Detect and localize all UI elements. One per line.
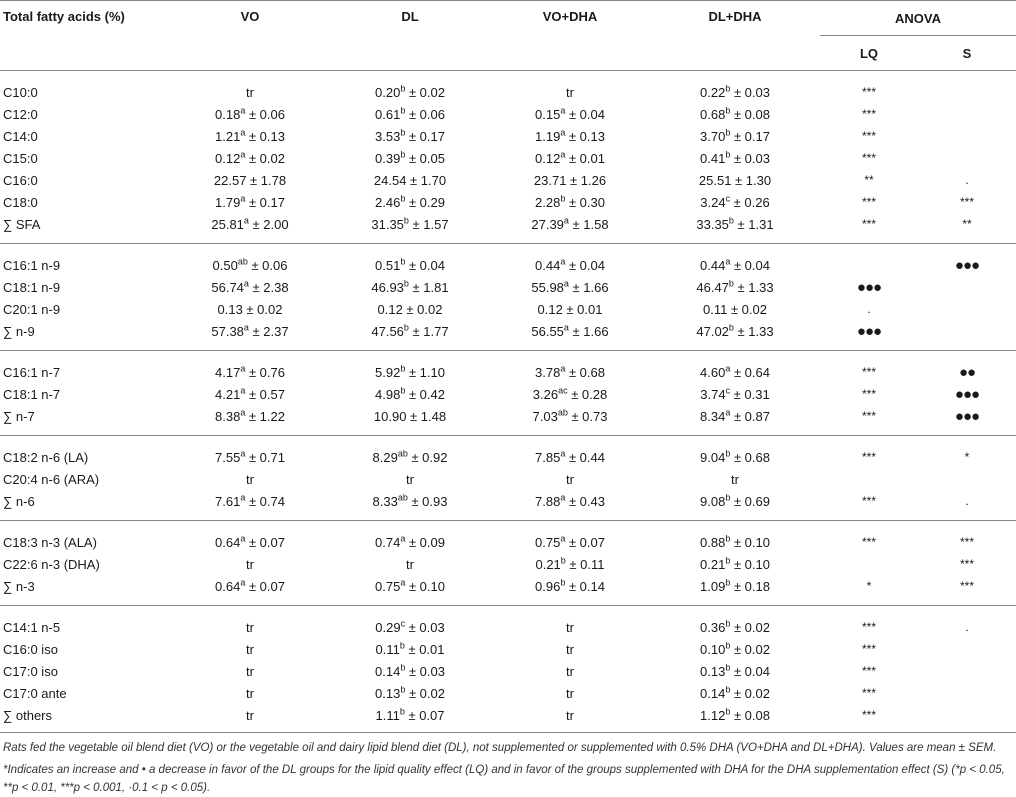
fatty-acid-name: C18:1 n-9 xyxy=(3,279,61,295)
table-row xyxy=(0,320,1016,351)
significance-letter: ab xyxy=(557,407,568,418)
table-row xyxy=(0,436,1016,469)
significance-letter: b xyxy=(728,322,734,333)
value-vo: 0.12$^a$ ± 0.02 xyxy=(215,149,285,166)
anova-lq: *** xyxy=(820,704,918,733)
significance-letter: ac xyxy=(558,385,568,396)
fatty-acid-name: C17:0 ante xyxy=(3,685,67,701)
fatty-acid-name: C16:0 xyxy=(3,172,38,188)
significance-letter: a xyxy=(725,256,731,267)
value-dl: 0.51$^b$ ± 0.04 xyxy=(375,256,445,273)
value-dldha: 0.10$^b$ ± 0.02 xyxy=(700,640,770,657)
value-vodha: tr xyxy=(566,84,574,100)
significance-letter: b xyxy=(725,448,731,459)
significance-letter: a xyxy=(240,492,246,503)
value-dldha: 0.36$^b$ ± 0.02 xyxy=(700,618,770,635)
value-vodha: 55.98$^a$ ± 1.66 xyxy=(531,278,609,295)
value-vodha: 7.03$^{ab}$ ± 0.73 xyxy=(490,405,650,436)
anova-lq xyxy=(820,244,918,277)
value-dldha: 0.21$^b$ ± 0.10 xyxy=(700,555,770,572)
table-row xyxy=(0,521,1016,554)
value-vodha: 0.12$^a$ ± 0.01 xyxy=(535,149,605,166)
table-header xyxy=(0,1,1016,71)
value-dl: 4.98$^b$ ± 0.42 xyxy=(375,385,445,402)
value-dl: 2.46$^b$ ± 0.29 xyxy=(375,193,445,210)
anova-lq: *** xyxy=(861,387,876,401)
significance-letter: a xyxy=(560,149,566,160)
header-vo-dha: VO+DHA xyxy=(490,1,650,71)
value-dl: tr xyxy=(406,556,414,572)
significance-letter: a xyxy=(240,105,246,116)
value-vodha: tr xyxy=(566,471,574,487)
anova-lq: . xyxy=(867,302,871,316)
value-vo: 1.79$^a$ ± 0.17 xyxy=(215,193,285,210)
anova-s: . xyxy=(965,173,969,187)
value-dldha: 3.74$^c$ ± 0.31 xyxy=(700,385,770,402)
value-vodha: 3.26$^{ac}$ ± 0.28 xyxy=(532,385,608,402)
value-vo: 0.50$^{ab}$ ± 0.06 xyxy=(212,256,288,273)
value-vo: 7.55$^a$ ± 0.71 xyxy=(215,448,285,465)
value-vo: tr xyxy=(170,704,330,733)
value-dldha: 9.08$^b$ ± 0.69 xyxy=(650,490,820,521)
significance-letter: a xyxy=(240,533,246,544)
value-vo: 25.81$^a$ ± 2.00 xyxy=(170,213,330,244)
table-footnotes xyxy=(0,733,1016,797)
anova-s xyxy=(918,147,1016,169)
value-dldha: 0.14$^b$ ± 0.02 xyxy=(700,684,770,701)
table-row xyxy=(0,191,1016,213)
value-vodha: 0.96$^b$ ± 0.14 xyxy=(490,575,650,606)
value-vo: 1.21$^a$ ± 0.13 xyxy=(215,127,285,144)
fatty-acid-name: ∑ SFA xyxy=(0,213,170,244)
anova-lq: *** xyxy=(861,620,876,634)
significance-letter: b xyxy=(725,492,731,503)
significance-letter: a xyxy=(240,149,246,160)
anova-s: ●● xyxy=(958,363,976,381)
significance-letter: a xyxy=(243,322,249,333)
significance-letter: a xyxy=(560,127,566,138)
anova-s xyxy=(918,71,1016,104)
significance-letter: a xyxy=(560,448,566,459)
significance-letter: b xyxy=(403,322,409,333)
value-dl: 46.93$^b$ ± 1.81 xyxy=(371,278,449,295)
table-row xyxy=(0,682,1016,704)
value-vodha: 7.85$^a$ ± 0.44 xyxy=(535,448,605,465)
value-dl: 10.90 ± 1.48 xyxy=(330,405,490,436)
fatty-acid-name: C17:0 iso xyxy=(3,663,58,679)
significance-letter: a xyxy=(563,278,569,289)
value-dl: 0.14$^b$ ± 0.03 xyxy=(375,662,445,679)
value-dl: 0.39$^b$ ± 0.05 xyxy=(375,149,445,166)
significance-letter: a xyxy=(725,407,731,418)
anova-s: * xyxy=(964,450,970,464)
value-vo: 0.64$^a$ ± 0.07 xyxy=(215,533,285,550)
significance-letter: a xyxy=(243,215,249,226)
significance-letter: a xyxy=(725,363,731,374)
significance-letter: b xyxy=(728,278,734,289)
anova-s xyxy=(918,704,1016,733)
value-vo: tr xyxy=(246,471,254,487)
significance-letter: a xyxy=(400,533,406,544)
anova-lq: *** xyxy=(861,85,876,99)
value-dldha: 46.47$^b$ ± 1.33 xyxy=(696,278,774,295)
anova-lq: *** xyxy=(861,686,876,700)
value-vodha: tr xyxy=(566,641,574,657)
anova-s xyxy=(918,320,1016,351)
significance-letter: b xyxy=(725,662,731,673)
value-dldha: 9.04$^b$ ± 0.68 xyxy=(700,448,770,465)
anova-s: ●●● xyxy=(918,405,1016,436)
significance-letter: b xyxy=(725,555,731,566)
footnote-diets: Rats fed the vegetable oil blend diet (VO) or the vegetable oil and dairy lipid blend diet (DL), not supplemented or supplemented with 0.5% DHA (VO+DHA and DL+DHA). Values are mean ± SEM. xyxy=(3,742,997,754)
significance-letter: b xyxy=(725,149,731,160)
value-vodha: 23.71 ± 1.26 xyxy=(533,172,607,188)
anova-lq: *** xyxy=(861,129,876,143)
significance-letter: a xyxy=(240,193,246,204)
significance-letter: b xyxy=(725,684,731,695)
value-vodha: tr xyxy=(566,685,574,701)
value-vodha: 0.21$^b$ ± 0.11 xyxy=(535,555,605,572)
value-dldha: 4.60$^a$ ± 0.64 xyxy=(700,363,770,380)
header-dl: DL xyxy=(330,1,490,71)
value-dl: 5.92$^b$ ± 1.10 xyxy=(375,363,445,380)
fatty-acid-name: ∑ n-3 xyxy=(0,575,170,606)
fatty-acid-name: ∑ n-6 xyxy=(0,490,170,521)
significance-letter: b xyxy=(399,640,405,651)
anova-s: . xyxy=(965,620,969,634)
significance-letter: b xyxy=(560,193,566,204)
value-vo: 7.61$^a$ ± 0.74 xyxy=(170,490,330,521)
fatty-acid-name: C16:0 iso xyxy=(3,641,58,657)
value-dldha: 25.51 ± 1.30 xyxy=(698,172,772,188)
footnote-significance: *Indicates an increase and • a decrease in favor of the DL groups for the lipid quality effect (LQ) and in favor of the groups supplemented with DHA for the DHA supplementation effect (S) (*p < 0.05, **p < 0.01, ***p < 0.001, ·0.1 < p < 0.05). xyxy=(3,764,1005,794)
significance-letter: b xyxy=(400,105,406,116)
table-row xyxy=(0,169,1016,191)
header-total-fatty-acids: Total fatty acids (%) xyxy=(0,1,170,71)
significance-letter: b xyxy=(560,555,566,566)
table-row xyxy=(0,553,1016,575)
anova-lq: *** xyxy=(861,642,876,656)
value-vodha: 7.88$^a$ ± 0.43 xyxy=(490,490,650,521)
anova-s xyxy=(918,276,1016,298)
anova-s xyxy=(918,468,1016,490)
significance-letter: b xyxy=(725,706,731,717)
value-dl: 31.35$^b$ ± 1.57 xyxy=(330,213,490,244)
value-vodha: tr xyxy=(566,663,574,679)
anova-lq: *** xyxy=(820,405,918,436)
table-row xyxy=(0,575,1016,606)
significance-letter: b xyxy=(400,83,406,94)
significance-letter: a xyxy=(563,215,569,226)
anova-s: . xyxy=(918,490,1016,521)
significance-letter: b xyxy=(725,127,731,138)
value-vo: 57.38$^a$ ± 2.37 xyxy=(170,320,330,351)
table-row xyxy=(0,244,1016,277)
anova-lq: *** xyxy=(820,490,918,521)
anova-s: ** xyxy=(918,213,1016,244)
significance-letter: b xyxy=(725,533,731,544)
significance-letter: b xyxy=(403,278,409,289)
value-dl: 47.56$^b$ ± 1.77 xyxy=(330,320,490,351)
table-row xyxy=(0,660,1016,682)
significance-letter: ab xyxy=(397,492,408,503)
anova-s xyxy=(918,660,1016,682)
table-row xyxy=(0,405,1016,436)
significance-letter: a xyxy=(240,127,246,138)
fatty-acid-name: C10:0 xyxy=(3,84,38,100)
value-dl: 1.11$^b$ ± 0.07 xyxy=(330,704,490,733)
anova-lq: *** xyxy=(820,213,918,244)
value-vo: tr xyxy=(246,556,254,572)
value-vodha: 0.44$^a$ ± 0.04 xyxy=(535,256,605,273)
fatty-acid-name: C16:1 n-7 xyxy=(3,364,61,380)
header-s: S xyxy=(918,36,1016,71)
fatty-acid-name: C14:1 n-5 xyxy=(3,619,61,635)
value-vo: 0.13 ± 0.02 xyxy=(217,301,283,317)
value-vodha: 0.75$^a$ ± 0.07 xyxy=(535,533,605,550)
value-vodha: tr xyxy=(490,704,650,733)
significance-letter: b xyxy=(400,149,406,160)
fatty-acid-name: C20:1 n-9 xyxy=(3,301,61,317)
fatty-acid-name: C14:0 xyxy=(3,128,38,144)
anova-lq: *** xyxy=(861,151,876,165)
significance-letter: b xyxy=(728,215,734,226)
significance-letter: b xyxy=(400,385,406,396)
table-row xyxy=(0,383,1016,405)
value-vo: tr xyxy=(246,84,254,100)
significance-letter: a xyxy=(240,577,246,588)
value-vo: tr xyxy=(246,663,254,679)
value-vo: 56.74$^a$ ± 2.38 xyxy=(211,278,289,295)
anova-s: ●●● xyxy=(954,385,980,403)
significance-letter: b xyxy=(725,618,731,629)
significance-letter: b xyxy=(403,215,409,226)
value-vo: 4.17$^a$ ± 0.76 xyxy=(215,363,285,380)
value-vo: 0.64$^a$ ± 0.07 xyxy=(170,575,330,606)
anova-lq: *** xyxy=(861,195,876,209)
anova-lq: *** xyxy=(861,450,876,464)
fatty-acid-name: C22:6 n-3 (DHA) xyxy=(3,556,100,572)
significance-letter: a xyxy=(560,533,566,544)
value-vo: tr xyxy=(246,619,254,635)
significance-letter: a xyxy=(560,105,566,116)
significance-letter: b xyxy=(400,662,406,673)
value-dldha: 3.24$^c$ ± 0.26 xyxy=(700,193,770,210)
table-row xyxy=(0,468,1016,490)
significance-letter: b xyxy=(725,577,731,588)
significance-letter: b xyxy=(400,256,406,267)
significance-letter: a xyxy=(240,363,246,374)
significance-letter: b xyxy=(400,684,406,695)
anova-s: *** xyxy=(918,575,1016,606)
table-row xyxy=(0,71,1016,104)
table-row xyxy=(0,103,1016,125)
anova-s: *** xyxy=(960,195,975,209)
value-dl: 0.29$^c$ ± 0.03 xyxy=(375,618,445,635)
significance-letter: a xyxy=(243,278,249,289)
significance-letter: a xyxy=(560,363,566,374)
anova-lq: ** xyxy=(864,173,874,187)
value-dl: 3.53$^b$ ± 0.17 xyxy=(375,127,445,144)
value-dldha: 1.09$^b$ ± 0.18 xyxy=(650,575,820,606)
significance-letter: c xyxy=(725,385,731,396)
anova-s: *** xyxy=(960,535,975,549)
table-row xyxy=(0,298,1016,320)
anova-lq: ●●● xyxy=(820,320,918,351)
header-dl-dha: DL+DHA xyxy=(650,1,820,71)
significance-letter: b xyxy=(400,127,406,138)
anova-lq xyxy=(820,468,918,490)
table-row xyxy=(0,276,1016,298)
fatty-acid-name: C16:1 n-9 xyxy=(3,257,61,273)
value-dl: 0.74$^a$ ± 0.09 xyxy=(375,533,445,550)
value-dl: 0.20$^b$ ± 0.02 xyxy=(375,83,445,100)
table-row xyxy=(0,638,1016,660)
significance-letter: a xyxy=(560,256,566,267)
fatty-acid-name: C18:1 n-7 xyxy=(3,386,61,402)
value-dl: 0.13$^b$ ± 0.02 xyxy=(375,684,445,701)
significance-letter: ab xyxy=(397,448,408,459)
fatty-acid-name: C12:0 xyxy=(3,106,38,122)
value-vodha: 2.28$^b$ ± 0.30 xyxy=(535,193,605,210)
value-vodha: 3.78$^a$ ± 0.68 xyxy=(535,363,605,380)
value-dl: 24.54 ± 1.70 xyxy=(373,172,447,188)
anova-s xyxy=(918,125,1016,147)
header-vo: VO xyxy=(170,1,330,71)
value-dldha: 0.41$^b$ ± 0.03 xyxy=(700,149,770,166)
value-dl: 0.12 ± 0.02 xyxy=(377,301,443,317)
value-vo: 22.57 ± 1.78 xyxy=(213,172,287,188)
value-dldha: 0.68$^b$ ± 0.08 xyxy=(700,105,770,122)
anova-s: ●●● xyxy=(954,256,980,274)
value-dldha: 1.12$^b$ ± 0.08 xyxy=(650,704,820,733)
value-vodha: 0.15$^a$ ± 0.04 xyxy=(535,105,605,122)
header-anova: ANOVA xyxy=(820,1,1016,36)
value-vo: 0.18$^a$ ± 0.06 xyxy=(215,105,285,122)
anova-lq: *** xyxy=(861,107,876,121)
significance-letter: b xyxy=(725,83,731,94)
fatty-acid-name: C20:4 n-6 (ARA) xyxy=(3,471,100,487)
anova-lq: *** xyxy=(861,535,876,549)
value-dldha: 0.11 ± 0.02 xyxy=(702,301,767,317)
significance-letter: b xyxy=(725,105,731,116)
value-vo: tr xyxy=(246,685,254,701)
value-vo: 8.38$^a$ ± 1.22 xyxy=(170,405,330,436)
significance-letter: b xyxy=(399,706,405,717)
significance-letter: b xyxy=(400,193,406,204)
value-dl: tr xyxy=(406,471,414,487)
table-row xyxy=(0,704,1016,733)
header-lq: LQ xyxy=(820,36,918,71)
fatty-acid-name: ∑ others xyxy=(0,704,170,733)
value-dldha: 3.70$^b$ ± 0.17 xyxy=(700,127,770,144)
fatty-acid-name: ∑ n-7 xyxy=(0,405,170,436)
anova-s: *** xyxy=(960,557,975,571)
value-dldha: 0.88$^b$ ± 0.10 xyxy=(700,533,770,550)
anova-s xyxy=(918,103,1016,125)
table-body xyxy=(0,71,1016,733)
value-vodha: tr xyxy=(566,619,574,635)
value-dldha: 0.22$^b$ ± 0.03 xyxy=(700,83,770,100)
significance-letter: a xyxy=(240,407,246,418)
fatty-acid-name: C18:3 n-3 (ALA) xyxy=(3,534,97,550)
table-row xyxy=(0,490,1016,521)
significance-letter: c xyxy=(400,618,406,629)
value-dldha: 47.02$^b$ ± 1.33 xyxy=(650,320,820,351)
anova-lq: *** xyxy=(861,365,876,379)
anova-lq xyxy=(820,553,918,575)
value-dldha: 0.44$^a$ ± 0.04 xyxy=(700,256,770,273)
value-dl: 0.11$^b$ ± 0.01 xyxy=(375,640,445,657)
table-row xyxy=(0,147,1016,169)
significance-letter: a xyxy=(563,322,569,333)
fatty-acid-name: C18:2 n-6 (LA) xyxy=(3,449,89,465)
value-dldha: tr xyxy=(731,471,739,487)
significance-letter: b xyxy=(400,363,406,374)
table-row xyxy=(0,351,1016,384)
table-row xyxy=(0,213,1016,244)
anova-s xyxy=(918,682,1016,704)
value-vodha: 27.39$^a$ ± 1.58 xyxy=(490,213,650,244)
value-dl: 8.33$^{ab}$ ± 0.93 xyxy=(330,490,490,521)
value-vo: 4.21$^a$ ± 0.57 xyxy=(215,385,285,402)
anova-lq: *** xyxy=(861,664,876,678)
significance-letter: ab xyxy=(237,256,248,267)
fatty-acid-name: ∑ n-9 xyxy=(0,320,170,351)
value-dldha: 8.34$^a$ ± 0.87 xyxy=(650,405,820,436)
value-dldha: 0.13$^b$ ± 0.04 xyxy=(700,662,770,679)
anova-lq: * xyxy=(820,575,918,606)
significance-letter: b xyxy=(725,640,731,651)
significance-letter: a xyxy=(560,492,566,503)
value-vodha: 56.55$^a$ ± 1.66 xyxy=(490,320,650,351)
significance-letter: a xyxy=(400,577,406,588)
fatty-acid-name: C18:0 xyxy=(3,194,38,210)
value-dl: 0.75$^a$ ± 0.10 xyxy=(330,575,490,606)
significance-letter: b xyxy=(560,577,566,588)
anova-s xyxy=(918,298,1016,320)
value-vo: tr xyxy=(246,641,254,657)
value-dl: 0.61$^b$ ± 0.06 xyxy=(375,105,445,122)
value-vodha: 1.19$^a$ ± 0.13 xyxy=(535,127,605,144)
value-vodha: 0.12 ± 0.01 xyxy=(537,301,603,317)
fatty-acid-name: C15:0 xyxy=(3,150,38,166)
anova-s xyxy=(918,638,1016,660)
significance-letter: c xyxy=(725,193,731,204)
table-row xyxy=(0,125,1016,147)
anova-lq: ●●● xyxy=(856,278,882,296)
value-dldha: 33.35$^b$ ± 1.31 xyxy=(650,213,820,244)
table-row xyxy=(0,606,1016,639)
significance-letter: a xyxy=(240,448,246,459)
value-dl: 8.29$^{ab}$ ± 0.92 xyxy=(372,448,448,465)
significance-letter: a xyxy=(240,385,246,396)
